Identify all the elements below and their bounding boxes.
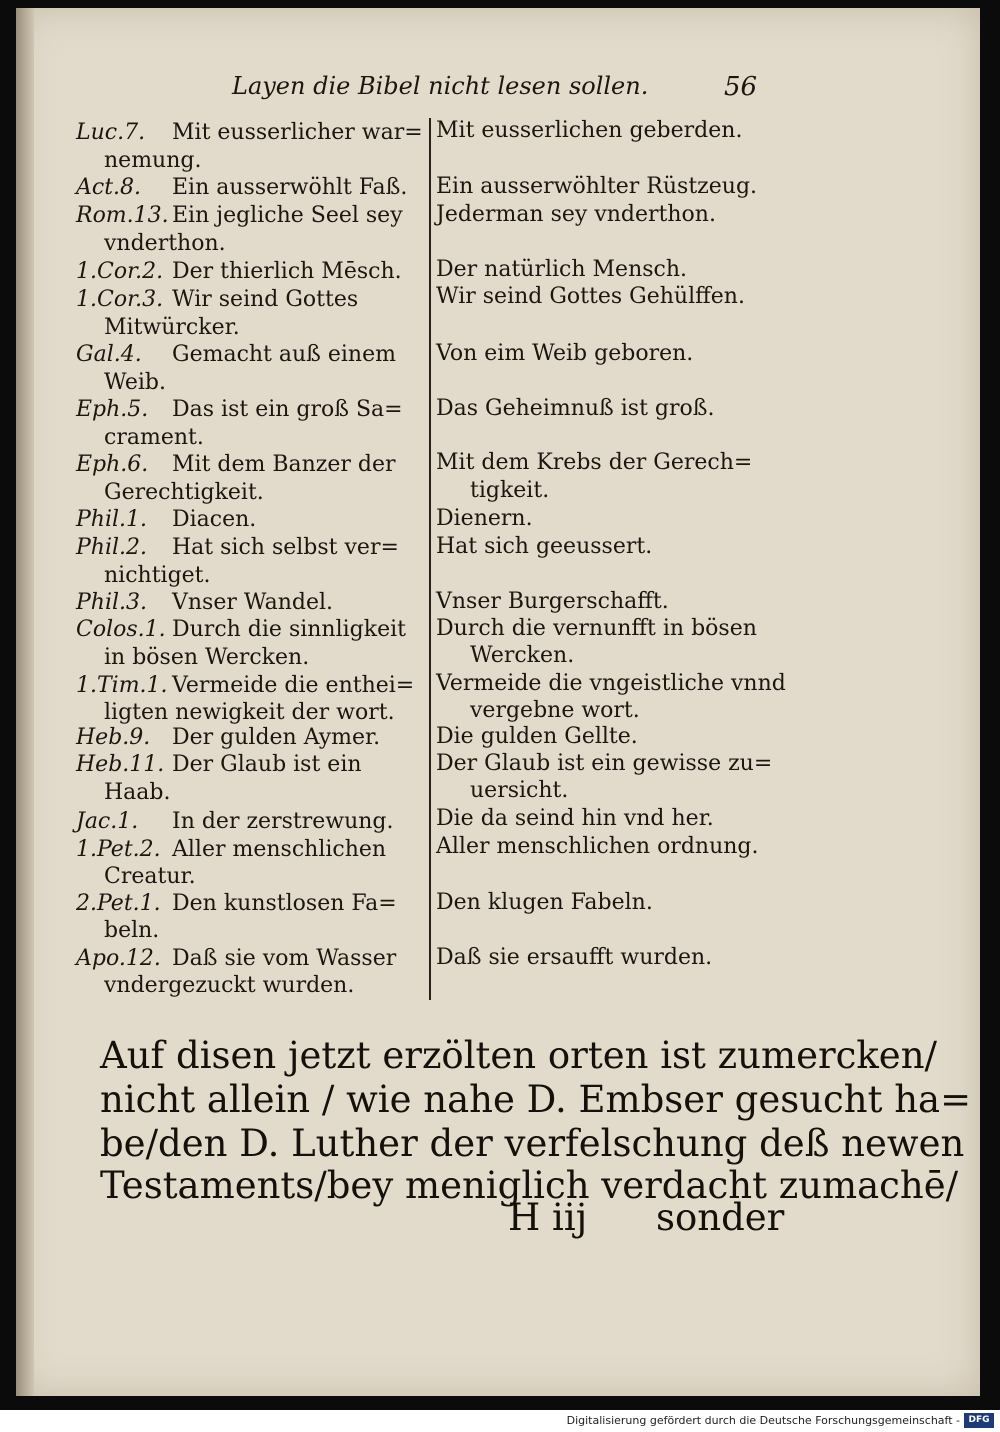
left-row-cont: crament. xyxy=(104,425,204,450)
bible-ref: 1.Pet.2. xyxy=(76,837,161,862)
left-row xyxy=(76,120,423,146)
left-row xyxy=(76,452,396,478)
left-row xyxy=(76,891,397,917)
left-row-cont: Creatur. xyxy=(104,864,196,889)
bible-ref: Colos.1. xyxy=(76,617,166,642)
left-row-cont: vndergezuckt wurden. xyxy=(104,973,355,998)
column-divider xyxy=(429,118,431,1000)
footer-credit: Digitalisierung gefördert durch die Deutsche Forschungsgemeinschaft - xyxy=(566,1414,960,1427)
left-text: Das ist ein groß Sa= xyxy=(172,397,403,422)
bible-ref: Phil.3. xyxy=(76,590,148,615)
left-row xyxy=(76,397,403,423)
left-text: Durch die sinnligkeit xyxy=(172,617,406,642)
left-text: Aller menschlichen xyxy=(172,837,387,862)
left-row xyxy=(76,287,358,313)
bible-ref: Jac.1. xyxy=(76,809,139,834)
left-row xyxy=(76,175,407,201)
paragraph-line: Testaments/bey meniglich verdacht zumachē/ xyxy=(100,1164,959,1207)
paragraph-line: be/den D. Luther der verfelschung deß newen xyxy=(100,1122,965,1165)
right-row: Ein ausserwöhlter Rüstzeug. xyxy=(436,174,758,199)
right-row: Vnser Burgerschafft. xyxy=(436,589,669,614)
left-row xyxy=(76,752,362,778)
dfg-logo-icon: DFG xyxy=(964,1413,994,1428)
right-row: Hat sich geeussert. xyxy=(436,534,653,559)
right-row: Der Glaub ist ein gewisse zu= xyxy=(436,751,773,776)
right-row: Die da seind hin vnd her. xyxy=(436,806,714,831)
left-row xyxy=(76,342,396,368)
catchword: sonder xyxy=(656,1196,785,1239)
bible-ref: Phil.2. xyxy=(76,535,148,560)
right-row: Mit dem Krebs der Gerech= xyxy=(436,450,753,475)
left-text: Der gulden Aymer. xyxy=(172,725,381,750)
left-text: Der Glaub ist ein xyxy=(172,752,362,777)
right-row: Aller menschlichen ordnung. xyxy=(436,834,759,859)
right-row: Von eim Weib geboren. xyxy=(436,341,694,366)
left-row-cont: nemung. xyxy=(104,148,202,173)
bible-ref: Apo.12. xyxy=(76,946,161,971)
left-text: Der thierlich Mēsch. xyxy=(172,259,402,284)
bible-ref: Eph.5. xyxy=(76,397,149,422)
right-row: Wir seind Gottes Gehülffen. xyxy=(436,284,745,309)
left-text: In der zerstrewung. xyxy=(172,809,394,834)
right-row: Den klugen Fabeln. xyxy=(436,890,653,915)
right-row: Dienern. xyxy=(436,506,533,531)
left-text: Gemacht auß einem xyxy=(172,342,396,367)
left-row-cont: ligten newigkeit der wort. xyxy=(104,700,395,725)
footer-bar xyxy=(0,1410,1000,1432)
left-text: Hat sich selbst ver= xyxy=(172,535,399,560)
left-text: Mit eusserlicher war= xyxy=(172,120,423,145)
left-row-cont: Gerechtigkeit. xyxy=(104,480,264,505)
left-text: Daß sie vom Wasser xyxy=(172,946,397,971)
page-gutter-shadow xyxy=(16,8,34,1396)
bible-ref: 1.Cor.2. xyxy=(76,259,164,284)
right-row: Durch die vernunfft in bösen xyxy=(436,616,757,641)
bible-ref: Phil.1. xyxy=(76,507,148,532)
right-row-cont: vergebne wort. xyxy=(470,698,640,723)
bible-ref: 1.Cor.3. xyxy=(76,287,164,312)
bible-ref: Heb.11. xyxy=(76,752,165,777)
bible-ref: Act.8. xyxy=(76,175,142,200)
right-row: Die gulden Gellte. xyxy=(436,724,638,749)
bible-ref: Heb.9. xyxy=(76,725,151,750)
right-row: Das Geheimnuß ist groß. xyxy=(436,396,715,421)
right-row: Der natürlich Mensch. xyxy=(436,257,688,282)
running-head: Layen die Bibel nicht lesen sollen. xyxy=(232,72,649,100)
left-text: Ein jegliche Seel sey xyxy=(172,203,403,228)
left-text: Vnser Wandel. xyxy=(172,590,333,615)
right-row-cont: Wercken. xyxy=(470,643,575,668)
left-row xyxy=(76,946,396,972)
bible-ref: Rom.13. xyxy=(76,203,169,228)
left-row xyxy=(76,673,414,699)
left-row xyxy=(76,203,403,229)
bible-ref: 2.Pet.1. xyxy=(76,891,161,916)
left-row-cont: beln. xyxy=(104,918,160,943)
bible-ref: Luc.7. xyxy=(76,120,146,145)
right-row-cont: uersicht. xyxy=(470,778,569,803)
bible-ref: 1.Tim.1. xyxy=(76,673,168,698)
left-row xyxy=(76,507,256,533)
left-row xyxy=(76,617,406,643)
right-row: Vermeide die vngeistliche vnnd xyxy=(436,671,786,696)
left-row-cont: nichtiget. xyxy=(104,563,211,588)
left-row-cont: vnderthon. xyxy=(104,231,226,256)
left-row xyxy=(76,259,402,285)
left-row xyxy=(76,590,333,616)
left-text: Den kunstlosen Fa= xyxy=(172,891,397,916)
left-row xyxy=(76,725,380,751)
signature-mark: H iij xyxy=(508,1196,588,1239)
left-row-cont: in bösen Wercken. xyxy=(104,645,310,670)
left-text: Mit dem Banzer der xyxy=(172,452,396,477)
paragraph-line: Auf disen jetzt erzölten orten ist zumercken/ xyxy=(100,1034,937,1077)
right-row: Daß sie ersaufft wurden. xyxy=(436,945,713,970)
right-row: Mit eusserlichen geberden. xyxy=(436,118,743,143)
left-text: Vermeide die enthei= xyxy=(172,673,415,698)
right-row-cont: tigkeit. xyxy=(470,478,550,503)
left-row xyxy=(76,837,386,863)
left-row-cont: Weib. xyxy=(104,370,166,395)
left-row-cont: Mitwürcker. xyxy=(104,315,240,340)
bible-ref: Gal.4. xyxy=(76,342,142,367)
left-row xyxy=(76,535,399,561)
bible-ref: Eph.6. xyxy=(76,452,149,477)
left-text: Diacen. xyxy=(172,507,257,532)
right-row: Jederman sey vnderthon. xyxy=(436,202,716,227)
left-row-cont: Haab. xyxy=(104,780,171,805)
page-number: 56 xyxy=(724,72,758,102)
left-text: Wir seind Gottes xyxy=(172,287,359,312)
left-text: Ein ausserwöhlt Faß. xyxy=(172,175,408,200)
left-row xyxy=(76,809,394,835)
paragraph-line: nicht allein / wie nahe D. Embser gesucht ha= xyxy=(100,1078,972,1121)
